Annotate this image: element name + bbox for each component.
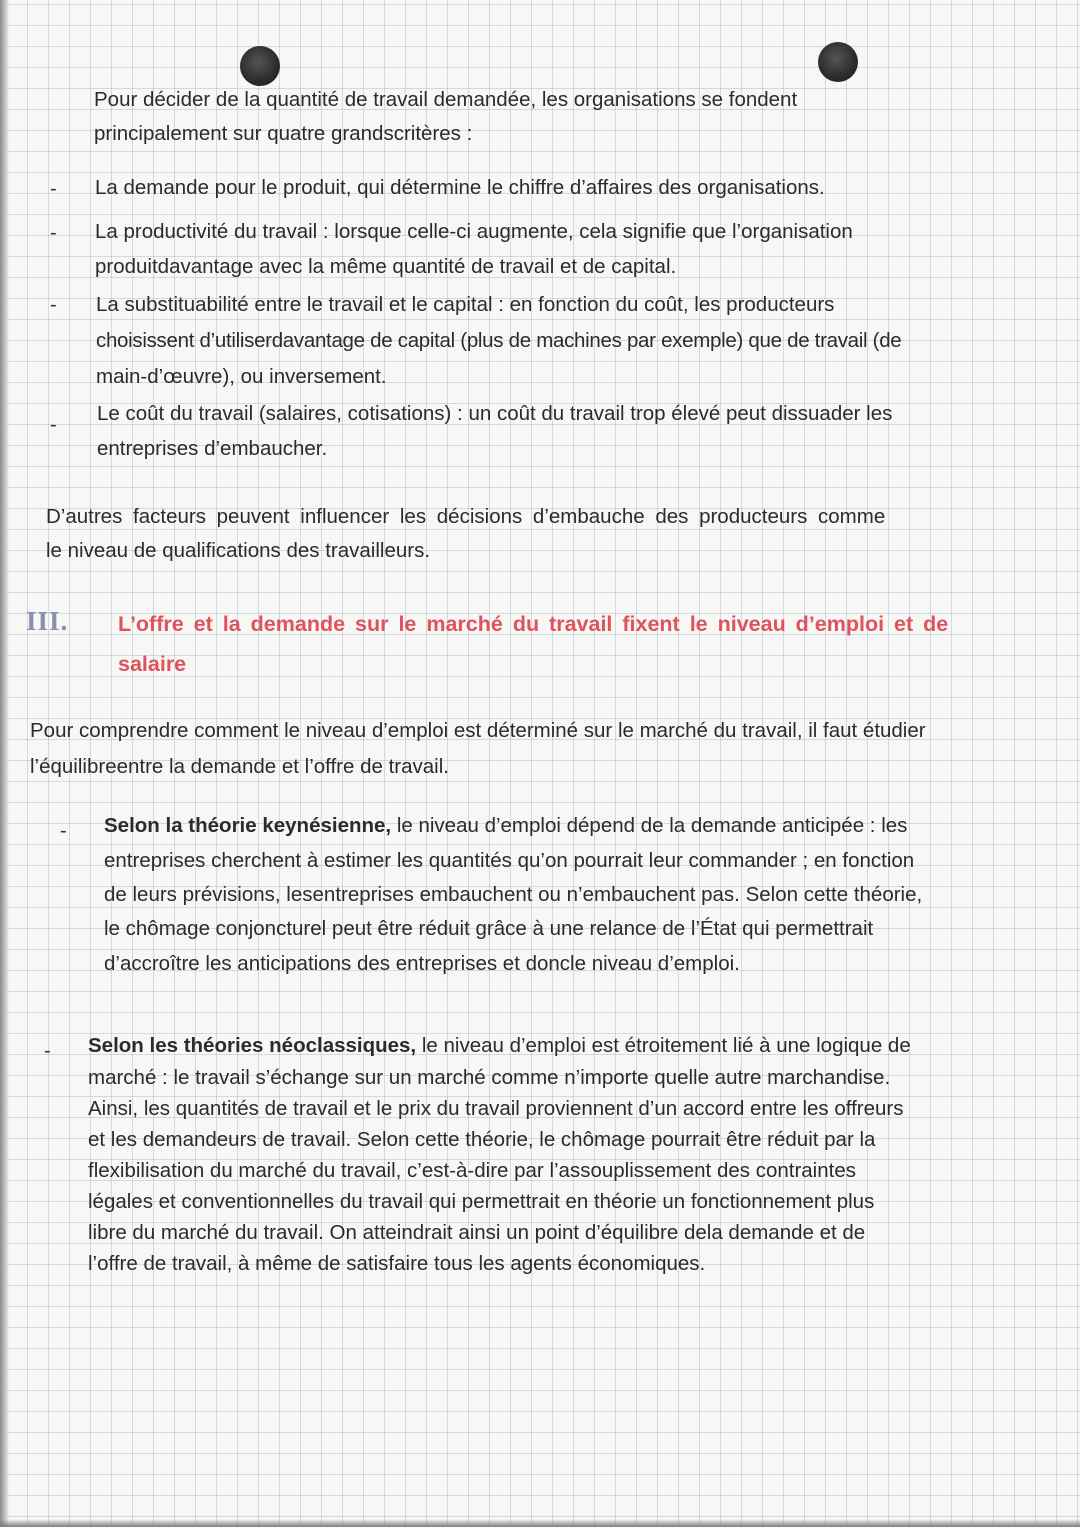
punch-hole-left bbox=[240, 46, 280, 86]
bullet-dash: - bbox=[50, 222, 57, 244]
keynesian-line-5: d’accroître les anticipations des entreprises et doncle niveau d’emploi. bbox=[104, 952, 740, 975]
section-number: III. bbox=[26, 606, 69, 636]
intro-line-1: Pour décider de la quantité de travail demandée, les organisations se fondent bbox=[94, 88, 798, 111]
keynesian-line-1 bbox=[104, 808, 907, 843]
bullet-dash: - bbox=[50, 294, 57, 316]
keynesian-line-4: le chômage conjoncturel peut être réduit grâce à une relance de l’État qui permettrait bbox=[104, 917, 874, 940]
neoclassical-line-5: flexibilisation du marché du travail, c’est-à-dire par l’assouplissement des contraintes bbox=[88, 1159, 856, 1182]
bullet-dash: - bbox=[50, 178, 57, 200]
criterion-3-line-3: main-d’œuvre), ou inversement. bbox=[96, 365, 387, 388]
neoclassical-line-2: marché : le travail s’échange sur un marché comme n’importe quelle autre marchandise. bbox=[88, 1066, 891, 1089]
bullet-dash: - bbox=[50, 414, 57, 436]
neoclassical-line-7: libre du marché du travail. On atteindrait ainsi un point d’équilibre dela demande et de bbox=[88, 1221, 866, 1244]
other-factors-line-1: D’autres facteurs peuvent influencer les décisions d’embauche des producteurs comme bbox=[46, 505, 886, 528]
criterion-1-line-1: La demande pour le produit, qui détermine le chiffre d’affaires des organisations. bbox=[95, 176, 825, 199]
keynesian-line-3: de leurs prévisions, lesentreprises embauchent ou n’embauchent pas. Selon cette théorie, bbox=[104, 883, 923, 906]
neoclassical-line-6: légales et conventionnelles du travail qui permettrait en théorie un fonctionnement plus bbox=[88, 1190, 875, 1213]
neoclassical-line-1-rest: le niveau d’emploi est étroitement lié à une logique de bbox=[416, 1034, 911, 1057]
criterion-4-line-2: entreprises d’embaucher. bbox=[97, 437, 328, 460]
other-factors-line-2: le niveau de qualifications des travailleurs. bbox=[46, 539, 431, 562]
page-left-edge bbox=[0, 0, 9, 1527]
punch-hole-right bbox=[818, 42, 858, 82]
section-intro-line-1: Pour comprendre comment le niveau d’emploi est déterminé sur le marché du travail, il faut étudier bbox=[30, 719, 926, 742]
bullet-dash: - bbox=[60, 820, 67, 842]
page-bottom-edge bbox=[0, 1519, 1080, 1527]
neoclassical-line-3: Ainsi, les quantités de travail et le prix du travail proviennent d’un accord entre les offreurs bbox=[88, 1097, 904, 1120]
criterion-3-line-1: La substituabilité entre le travail et le capital : en fonction du coût, les producteurs bbox=[96, 293, 835, 316]
neoclassical-line-1 bbox=[88, 1028, 911, 1063]
neoclassical-line-8: l’offre de travail, à même de satisfaire tous les agents économiques. bbox=[88, 1252, 706, 1275]
neoclassical-lead: Selon les théories néoclassiques, bbox=[88, 1034, 417, 1057]
neoclassical-line-4: et les demandeurs de travail. Selon cette théorie, le chômage pourrait être réduit par la bbox=[88, 1128, 876, 1151]
keynesian-line-1-rest: le niveau d’emploi dépend de la demande anticipée : les bbox=[391, 814, 908, 837]
section-title-line-1: L’offre et la demande sur le marché du travail fixent le niveau d’emploi et de bbox=[118, 612, 949, 636]
section-intro-line-2: l’équilibreentre la demande et l’offre de travail. bbox=[30, 755, 449, 778]
criterion-2-line-2: produitdavantage avec la même quantité de travail et de capital. bbox=[95, 255, 677, 278]
keynesian-line-2: entreprises cherchent à estimer les quantités qu’on pourrait leur commander ; en fonction bbox=[104, 849, 915, 872]
bullet-dash: - bbox=[44, 1040, 51, 1062]
criterion-4-line-1: Le coût du travail (salaires, cotisations) : un coût du travail trop élevé peut dissuader les bbox=[97, 402, 893, 425]
section-title-line-2: salaire bbox=[118, 652, 187, 676]
criterion-2-line-1: La productivité du travail : lorsque celle-ci augmente, cela signifie que l’organisation bbox=[95, 220, 853, 243]
criterion-3-line-2: choisissent d’utiliserdavantage de capital (plus de machines par exemple) que de travail (de bbox=[96, 329, 902, 352]
intro-line-2: principalement sur quatre grandscritères : bbox=[94, 122, 473, 145]
keynesian-lead: Selon la théorie keynésienne, bbox=[104, 814, 392, 837]
section-title bbox=[118, 604, 998, 684]
